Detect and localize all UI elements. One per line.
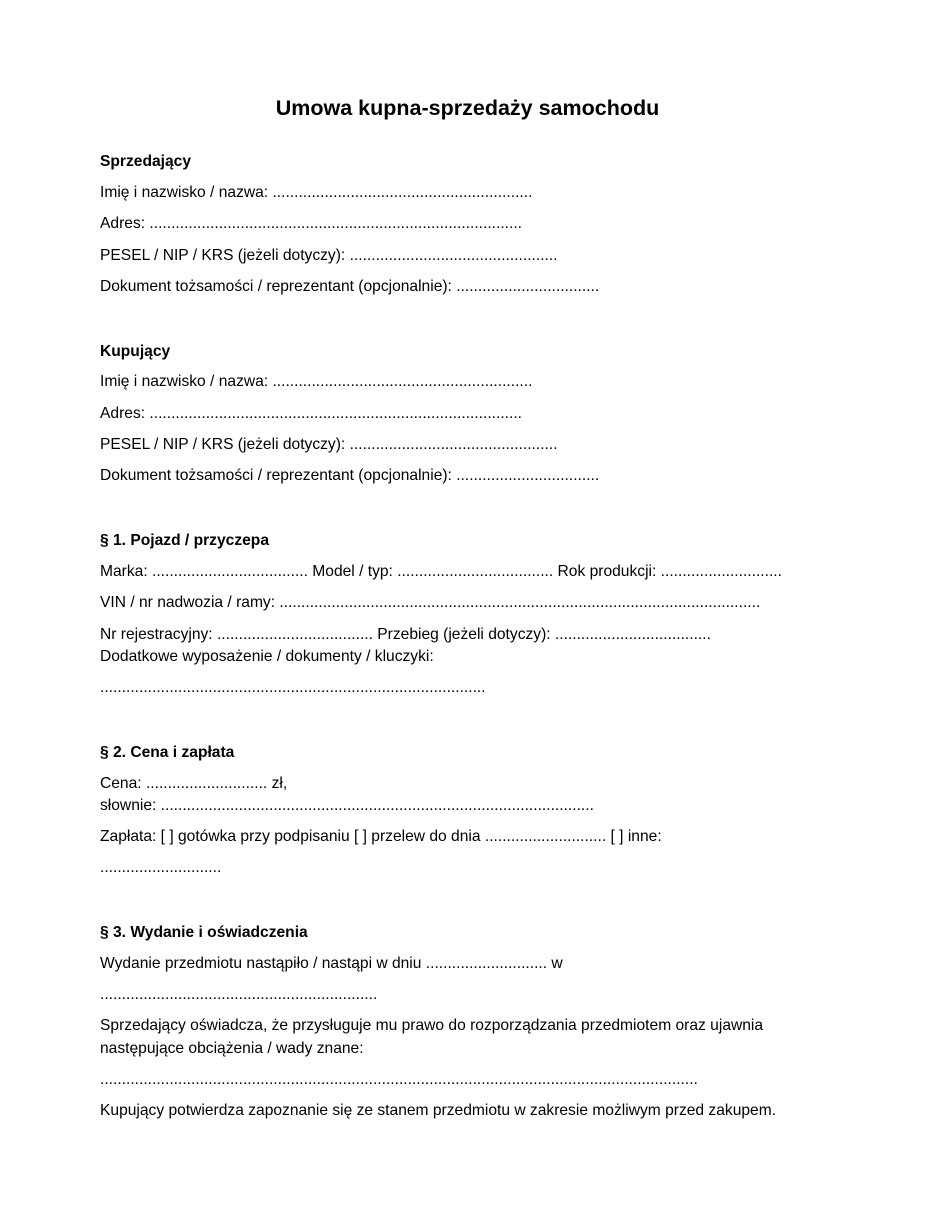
seller-statement-line-2: następujące obciążenia / wady znane: — [100, 1040, 364, 1057]
handover-place-blank: ................................................................ — [100, 986, 378, 1003]
vehicle-make-model-year-field: Marka: .................................... Model / typ: .................................... Rok produkcji: ............................ — [100, 563, 782, 580]
vehicle-registration-mileage-field: Nr rejestracyjny: .................................... Przebieg (jeżeli dotyczy): .................................... — [100, 626, 711, 643]
vehicle-equipment-label: Dodatkowe wyposażenie / dokumenty / kluczyki: — [100, 648, 434, 665]
section2-heading: § 2. Cena i zapłata — [100, 744, 235, 761]
buyer-name-field: Imię i nazwisko / nazwa: ............................................................ — [100, 373, 533, 390]
seller-document-field: Dokument tożsamości / reprezentant (opcjonalnie): ................................. — [100, 278, 600, 295]
buyer-address-field: Adres: ...................................................................................... — [100, 405, 522, 422]
payment-other-blank: ............................ — [100, 859, 222, 876]
seller-heading: Sprzedający — [100, 153, 192, 170]
price-field: Cena: ............................ zł, — [100, 775, 288, 792]
buyer-id-numbers-field: PESEL / NIP / KRS (jeżeli dotyczy): ................................................ — [100, 436, 558, 453]
seller-address-field: Adres: ...................................................................................... — [100, 215, 522, 232]
vehicle-vin-field: VIN / nr nadwozia / ramy: ............................................................................................................... — [100, 594, 761, 611]
defects-blank: .......................................................................................................................................... — [100, 1071, 698, 1088]
document-title: Umowa kupna-sprzedaży samochodu — [275, 96, 660, 120]
vehicle-equipment-blank: ......................................................................................... — [100, 679, 486, 696]
section3-heading: § 3. Wydanie i oświadczenia — [100, 924, 308, 941]
buyer-heading: Kupujący — [100, 343, 171, 360]
section1-heading: § 1. Pojazd / przyczepa — [100, 532, 269, 549]
seller-name-field: Imię i nazwisko / nazwa: ............................................................ — [100, 184, 533, 201]
buyer-statement: Kupujący potwierdza zapoznanie się ze stanem przedmiotu w zakresie możliwym przed zakupem. — [100, 1102, 777, 1119]
price-in-words-field: słownie: .................................................................................................... — [100, 797, 594, 814]
handover-date-field: Wydanie przedmiotu nastąpiło / nastąpi w dniu ............................ w — [100, 955, 563, 972]
payment-method-field: Zapłata: [ ] gotówka przy podpisaniu [ ] przelew do dnia ............................ [ ] inne: — [100, 828, 662, 845]
seller-statement-line-1: Sprzedający oświadcza, że przysługuje mu prawo do rozporządzania przedmiotem oraz ujawnia — [100, 1017, 764, 1034]
seller-id-numbers-field: PESEL / NIP / KRS (jeżeli dotyczy): ................................................ — [100, 247, 558, 264]
buyer-document-field: Dokument tożsamości / reprezentant (opcjonalnie): ................................. — [100, 467, 600, 484]
